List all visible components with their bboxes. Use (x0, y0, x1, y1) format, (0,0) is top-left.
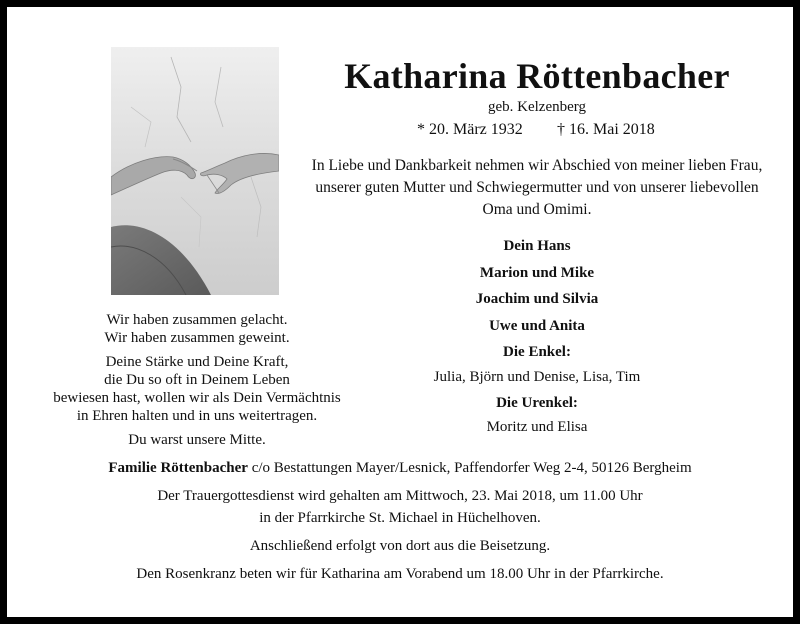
family-name: Familie Röttenbacher (108, 460, 248, 476)
poem-line: in Ehren halten und in uns weitertragen. (76, 408, 318, 424)
death-date: † 16. Mai 2018 (557, 121, 655, 138)
rosary-note: Den Rosenkranz beten wir für Katharina am Vorabend um 18.00 Uhr in der Pfarrkirche. (136, 566, 664, 582)
poem-line: die Du so oft in Deinem Leben (104, 372, 290, 388)
mourner-line: Dein Hans (503, 238, 571, 254)
mourners-list (307, 233, 767, 440)
poem-line: Wir haben zusammen geweint. (104, 330, 290, 346)
service-line: Der Trauergottesdienst wird gehalten am Mittwoch, 23. Mai 2018, um 11.00 Uhr (157, 488, 643, 504)
poem-line: Wir haben zusammen gelacht. (106, 312, 288, 328)
creation-of-adam-hands-image (111, 47, 279, 295)
mourner-line: Uwe und Anita (489, 317, 585, 334)
burial-note: Anschließend erfolgt von dort aus die Beisetzung. (249, 538, 551, 554)
poem-line: bewiesen hast, wollen wir als Dein Vermächtnis (53, 390, 341, 406)
obituary-page (7, 7, 793, 617)
grandchildren-heading: Die Enkel: (503, 344, 571, 360)
great-grandchildren-names: Moritz und Elisa (486, 419, 588, 435)
great-grandchildren-heading: Die Urenkel: (496, 394, 578, 411)
poem-stanza (47, 353, 347, 425)
family-address (7, 457, 793, 479)
service-information (7, 457, 793, 585)
farewell-line: In Liebe und Dankbarkeit nehmen wir Abschied von meiner lieben Frau, (311, 157, 763, 174)
farewell-text (307, 155, 767, 221)
farewell-line: unserer guten Mutter und Schwiegermutter und von unserer liebevollen (315, 179, 759, 196)
funeral-home-address: c/o Bestattungen Mayer/Lesnick, Paffendorfer Weg 2-4, 50126 Bergheim (247, 460, 692, 476)
farewell-line: Oma und Omimi. (482, 201, 592, 218)
poem-stanza (47, 311, 347, 347)
mourner-line: Marion und Mike (479, 264, 595, 281)
poem-line: Deine Stärke und Deine Kraft, (105, 354, 289, 370)
memorial-poem (47, 311, 347, 455)
grandchildren-names: Julia, Björn und Denise, Lisa, Tim (433, 368, 641, 385)
service-location: in der Pfarrkirche St. Michael in Hüchelhoven. (259, 510, 541, 526)
poem-line: Du warst unsere Mitte. (128, 432, 266, 448)
deceased-name: Katharina Röttenbacher (344, 56, 730, 96)
poem-stanza (47, 431, 347, 449)
mourner-line: Joachim und Silvia (475, 291, 599, 307)
birth-date: * 20. März 1932 (417, 121, 523, 138)
birth-name: geb. Kelzenberg (487, 99, 586, 115)
